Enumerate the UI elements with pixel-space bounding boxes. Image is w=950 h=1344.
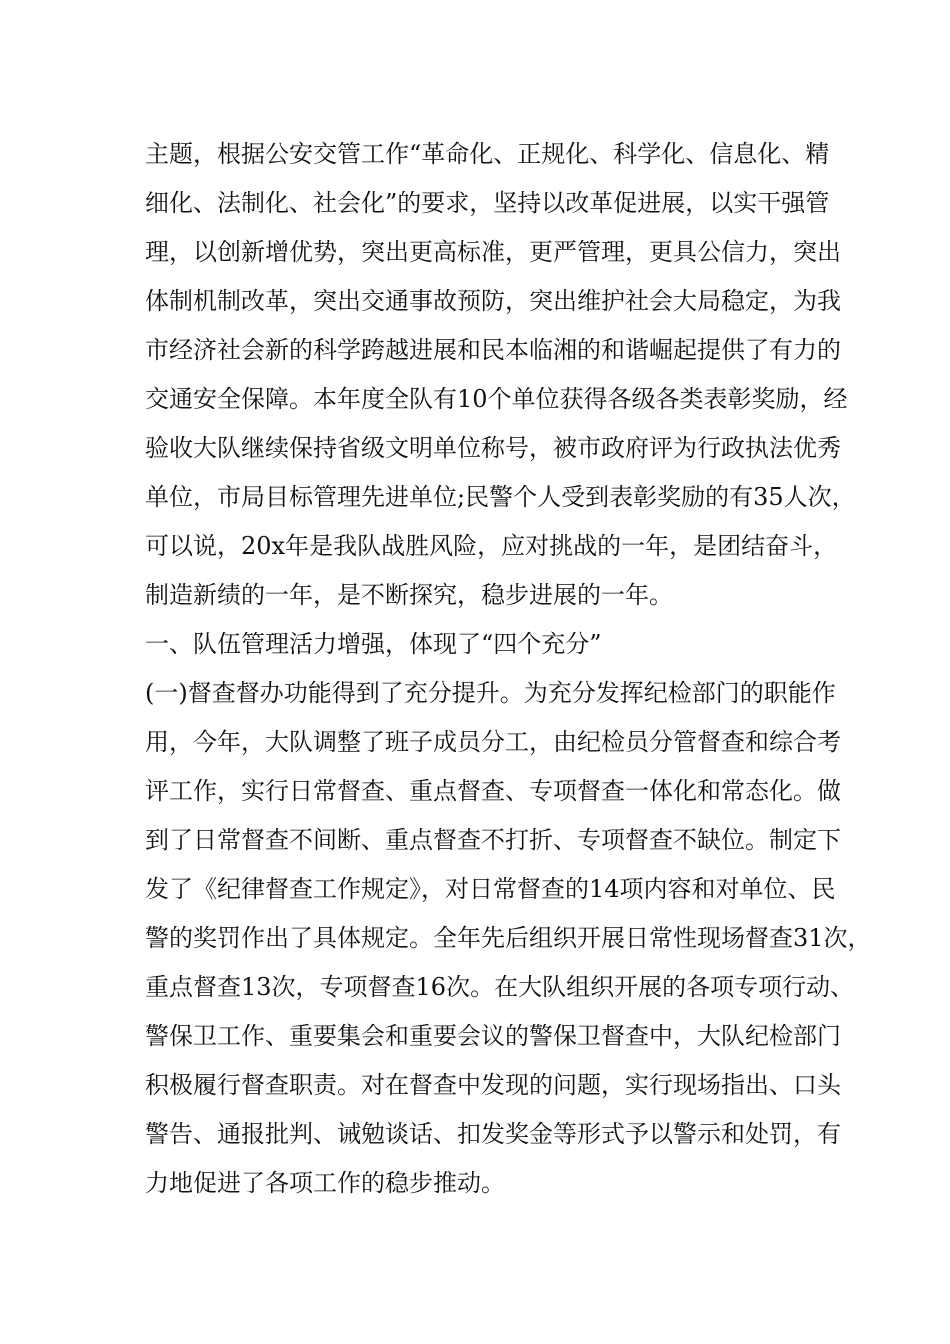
- text-line: 评工作，实行日常督查、重点督查、专项督查一体化和常态化。做: [145, 777, 841, 805]
- text-line: 力地促进了各项工作的稳步推动。: [145, 1169, 505, 1197]
- text-line: 警的奖罚作出了具体规定。全年先后组织开展日常性现场督查31次，: [145, 924, 872, 952]
- section-heading: 一、队伍管理活力增强，体现了“四个充分”: [145, 630, 602, 658]
- text-line: 理，以创新增优势，突出更高标准，更严管理，更具公信力，突出: [145, 238, 841, 266]
- text-line: 发了《纪律督查工作规定》，对日常督查的14项内容和对单位、民: [145, 875, 836, 903]
- text-line: 主题，根据公安交管工作“革命化、正规化、科学化、信息化、精: [145, 140, 830, 168]
- text-line: (一)督查督办功能得到了充分提升。为充分发挥纪检部门的职能作: [145, 679, 836, 707]
- text-line: 警告、通报批判、诫勉谈话、扣发奖金等形式予以警示和处罚，有: [145, 1120, 841, 1148]
- text-line: 警保卫工作、重要集会和重要会议的警保卫督查中，大队纪检部门: [145, 1022, 841, 1050]
- text-line: 市经济社会新的科学跨越进展和民本临湘的和谐崛起提供了有力的: [145, 336, 841, 364]
- paragraph-2: [145, 669, 872, 1208]
- text-line: 单位，市局目标管理先进单位;民警个人受到表彰奖励的有35人次，: [145, 483, 856, 511]
- text-line: 用，今年，大队调整了班子成员分工，由纪检员分管督查和综合考: [145, 728, 841, 756]
- text-line: 可以说，20x年是我队战胜风险，应对挑战的一年，是团结奋斗，: [145, 532, 838, 560]
- document-body: [145, 130, 872, 1208]
- text-line: 积极履行督查职责。对在督查中发现的问题，实行现场指出、口头: [145, 1071, 841, 1099]
- text-line: 重点督查13次，专项督查16次。在大队组织开展的各项专项行动、: [145, 973, 855, 1001]
- text-line: 制造新绩的一年，是不断探究，稳步进展的一年。: [145, 581, 673, 609]
- text-line: 交通安全保障。本年度全队有10个单位获得各级各类表彰奖励，经: [145, 385, 848, 413]
- text-line: 验收大队继续保持省级文明单位称号，被市政府评为行政执法优秀: [145, 434, 841, 462]
- text-line: 细化、法制化、社会化”的要求，坚持以改革促进展，以实干强管: [145, 189, 830, 217]
- text-line: 体制机制改革，突出交通事故预防，突出维护社会大局稳定，为我: [145, 287, 841, 315]
- text-line: 到了日常督查不间断、重点督查不打折、专项督查不缺位。制定下: [145, 826, 841, 854]
- paragraph-1: [145, 130, 856, 620]
